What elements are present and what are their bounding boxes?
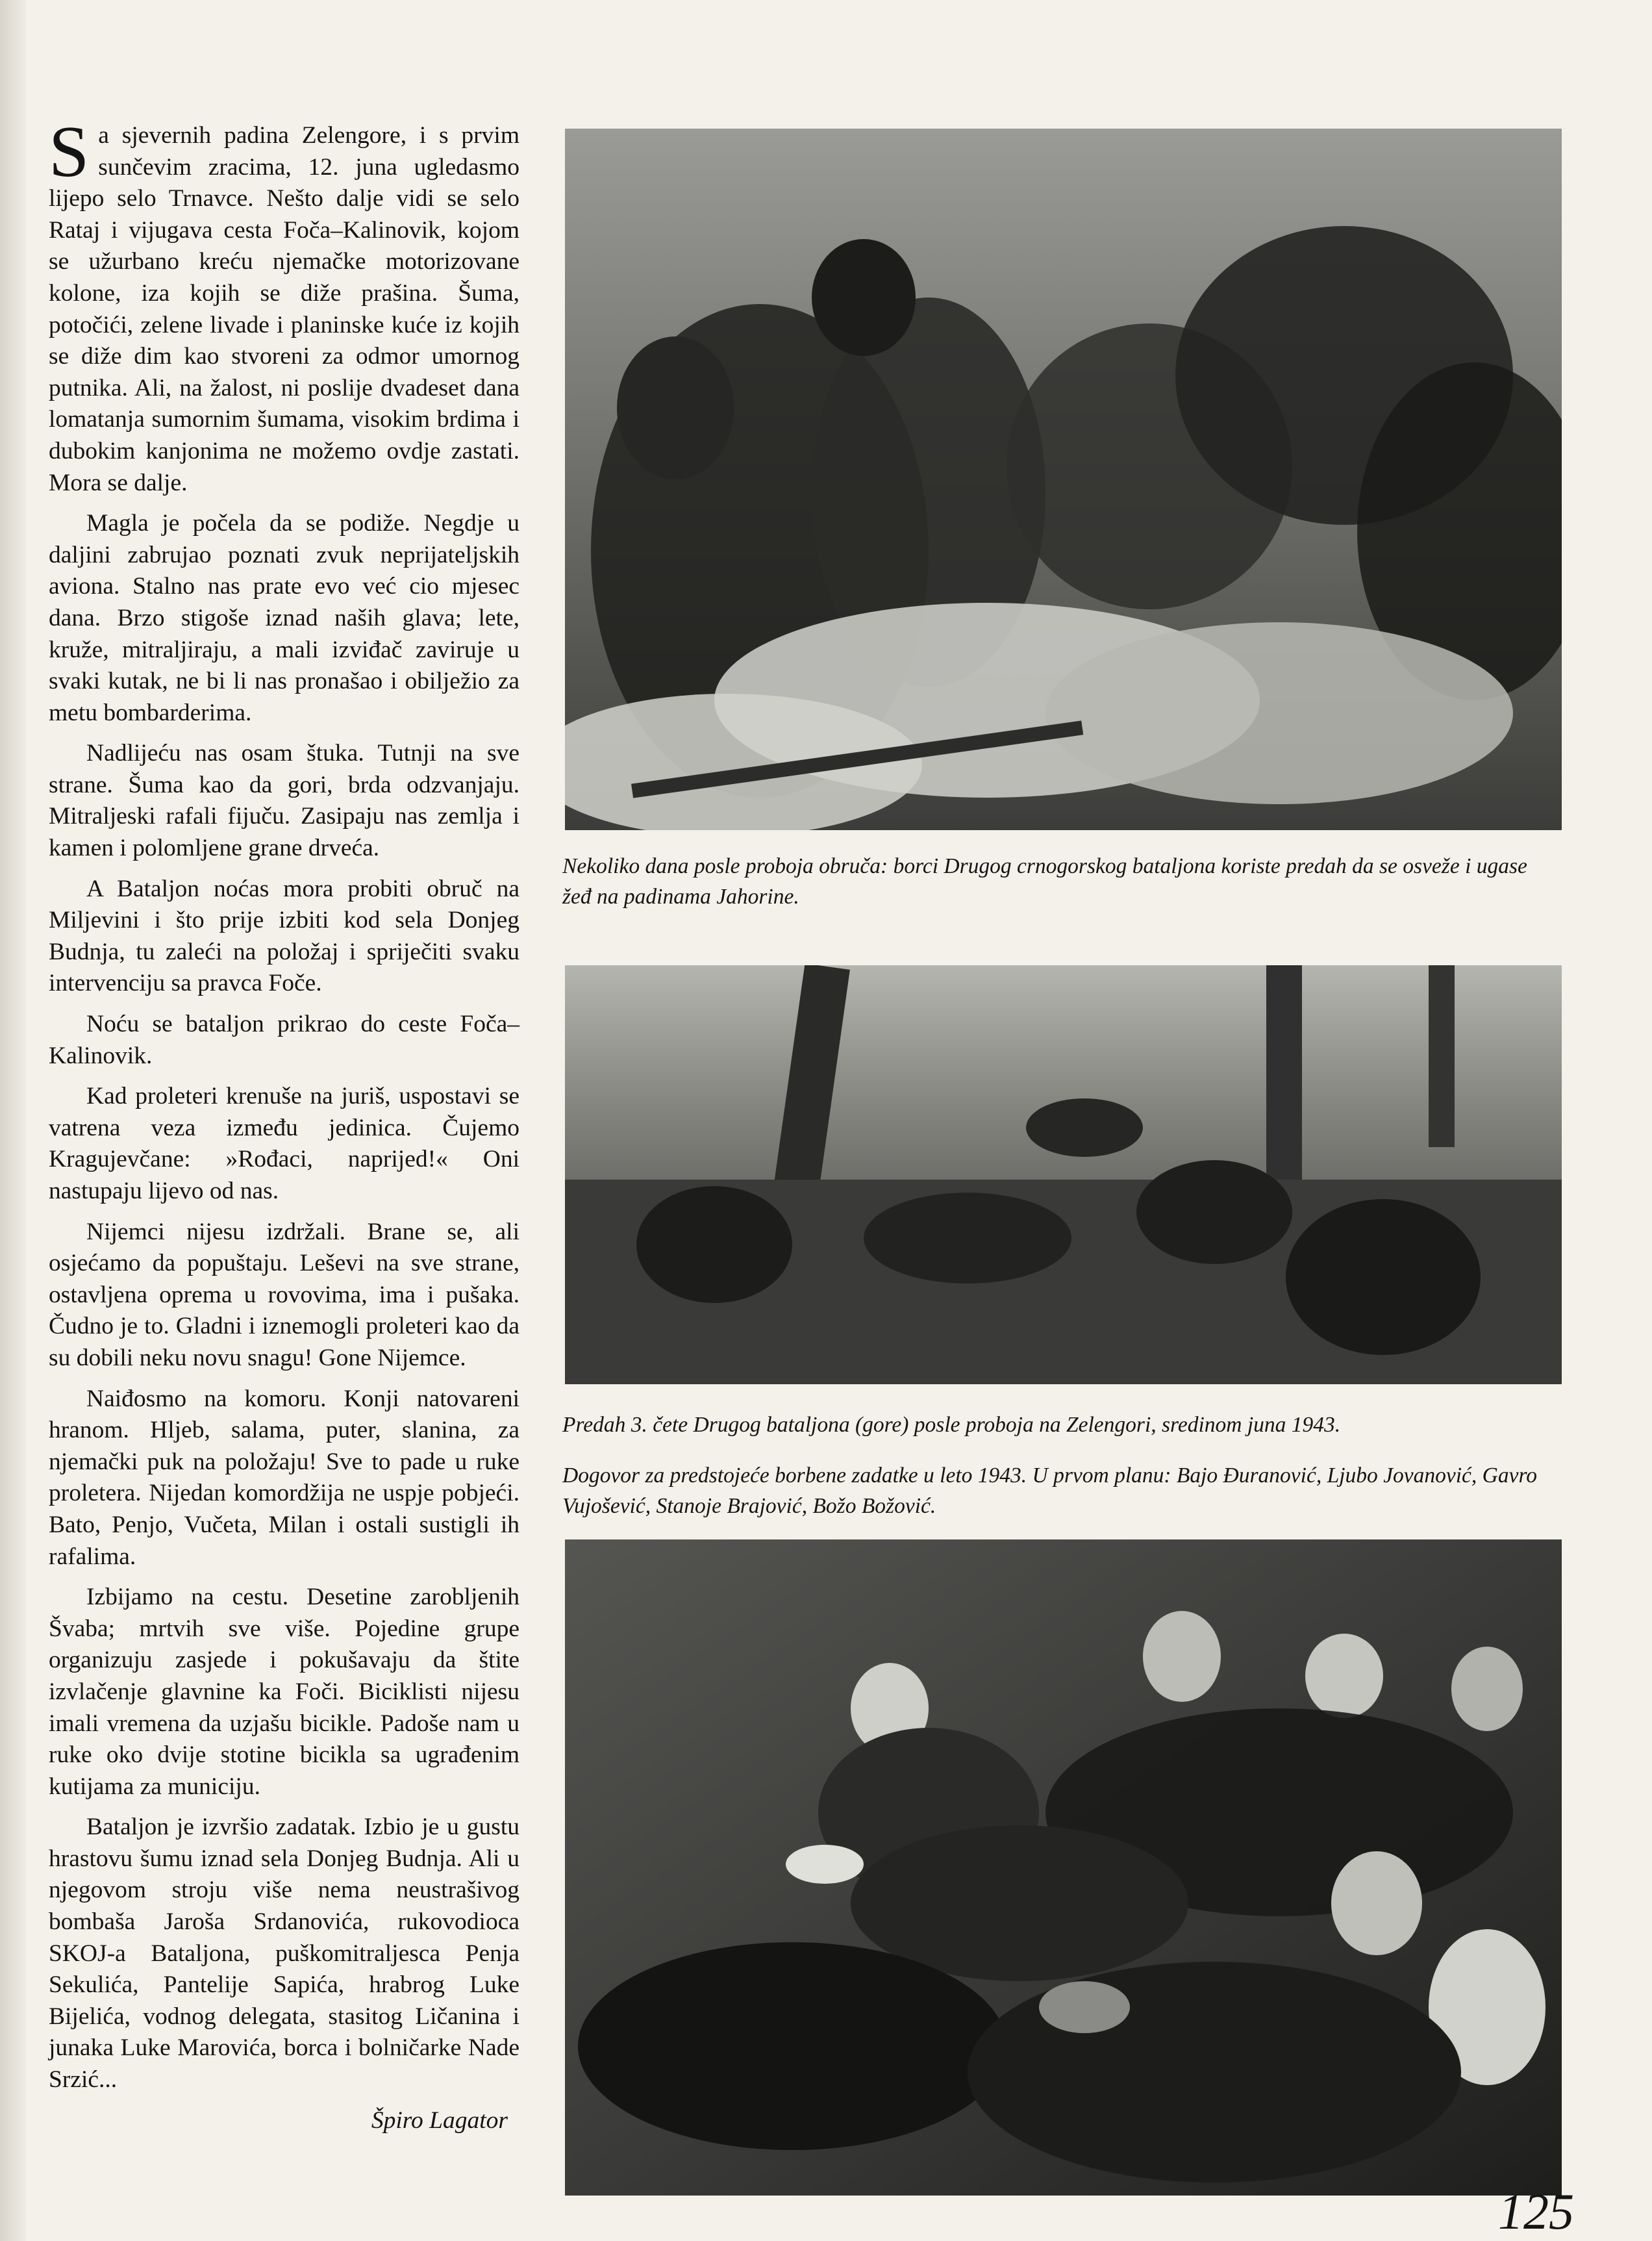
- author-signature: Špiro Lagator: [371, 2107, 508, 2134]
- article-paragraph-10: Bataljon je izvršio zadatak. Izbio je u gustu hrastovu šumu iznad sela Donjeg Budnja. Ali u njegovom stroju više nema neustrašivog bombaša Jaroša Srdanovića, rukovodioca SKOJ-a Bataljona, puškomitraljesca Penja Sekulića, Pantelije Sapića, hrabrog Luke Bijelića, vodnog delegata, stasitog Ličanina i junaka Luke Marovića, borca i bolničarke Nade Srzić...: [49, 1814, 519, 2094]
- page-number: 125: [1498, 2183, 1574, 2240]
- article-paragraph-8: Naiđosmo na komoru. Konji natovareni hranom. Hljeb, salama, puter, slanina, za njemački puk na položaju! Sve to pade u ruke proletera. Nijedan komordžija ne uspje pobjeći. Bato, Penjo, Vučeta, Milan i ostali sustigli ih rafalima.: [49, 1385, 519, 1570]
- article-paragraph-4: A Bataljon noćas mora probiti obruč na Miljevini i što prije izbiti kod sela Donjeg Budnja, tu zaleći na položaj i spriječiti svaku intervenciju sa pravca Foče.: [49, 875, 519, 997]
- drop-cap: S: [49, 112, 90, 192]
- article-paragraph-6: Kad proleteri krenuše na juriš, uspostavi se vatrena veza između jedinica. Čujemo Kragujevčane: »Rođaci, naprijed!« Oni nastupaju lijevo od nas.: [49, 1083, 519, 1204]
- article-paragraph-3: Nadlijeću nas osam štuka. Tutnji na sve strane. Šuma kao da gori, brda odzvanjaju. Mitraljeski rafali fijuču. Zasipaju nas zemlja i kamen i polomljene grane drveća.: [49, 740, 519, 862]
- article-text-column: [49, 112, 519, 2136]
- article-paragraph-1: [49, 112, 519, 499]
- photo-company-rest-zelengora: [565, 965, 1562, 1384]
- article-paragraph-7: Nijemci nijesu izdržali. Brane se, ali osjećamo da popuštaju. Leševi na sve strane, ostavljena oprema u rovovima, ima i pušaka. Čudno je to. Gladni i iznemogli proleteri kao da su dobili neku novu snagu! Gone Nijemce.: [49, 1218, 519, 1371]
- photo-briefing-1943: [565, 1539, 1562, 2196]
- photo-1-caption: Nekoliko dana posle proboja obruča: borci Drugog crnogorskog bataljona koriste predah da se osveže i ugase žeđ na padinama Jahorine.: [562, 854, 1527, 909]
- article-paragraph-2: Magla je počela da se podiže. Negdje u daljini zabrujao poznati zvuk neprijateljskih aviona. Stalno nas prate evo već cio mjesec dana. Brzo stigoše iznad naših glava; lete, kruže, mitraljiraju, a mali izviđač zaviruje u svaki kutak, ne bi li nas pronašao i obilježio za metu bombarderima.: [49, 510, 519, 726]
- photo-soldiers-resting-jahorina: [565, 129, 1562, 830]
- article-paragraph-5: Noću se bataljon prikrao do ceste Foča–Kalinovik.: [49, 1011, 519, 1069]
- page-binding-edge: [0, 0, 26, 2241]
- article-paragraph-9: Izbijamo na cestu. Desetine zarobljenih Švaba; mrtvih sve više. Pojedine grupe organizuju zasjede i pokušavaju da štite izvlačenje glavnine ka Foči. Biciklisti nijesu imali vremena da uzjašu bicikle. Padoše nam u ruke oko dvije stotine bicikla sa ugrađenim kutijama za municiju.: [49, 1584, 519, 1800]
- photo-3-caption: Dogovor za predstojeće borbene zadatke u leto 1943. U prvom planu: Bajo Đuranović, Ljubo Jovanović, Gavro Vujošević, Stanoje Brajović, Božo Božović.: [562, 1463, 1538, 1518]
- paragraph-text: a sjevernih padina Zelengore, i s prvim sunčevim zracima, 12. juna ugledasmo lijepo selo Trnavce. Nešto dalje vidi se selo Rataj i vijugava cesta Foča–Kalinovik, kojom se užurbano kreću njemačke motorizovane kolone, iza kojih se diže prašina. Šuma, potočići, zelene livade i planinske kuće iz kojih se diže dim kao stvoreni za odmor umornog putnika. Ali, na žalost, ni poslije dvadeset dana lomatanja sumornim šumama, visokim brdima i dubokim kanjonima ne možemo ovdje zastati. Mora se dalje.: [49, 122, 519, 496]
- photo-2-caption: Predah 3. čete Drugog bataljona (gore) posle proboja na Zelengori, sredinom juna 1943.: [562, 1413, 1341, 1437]
